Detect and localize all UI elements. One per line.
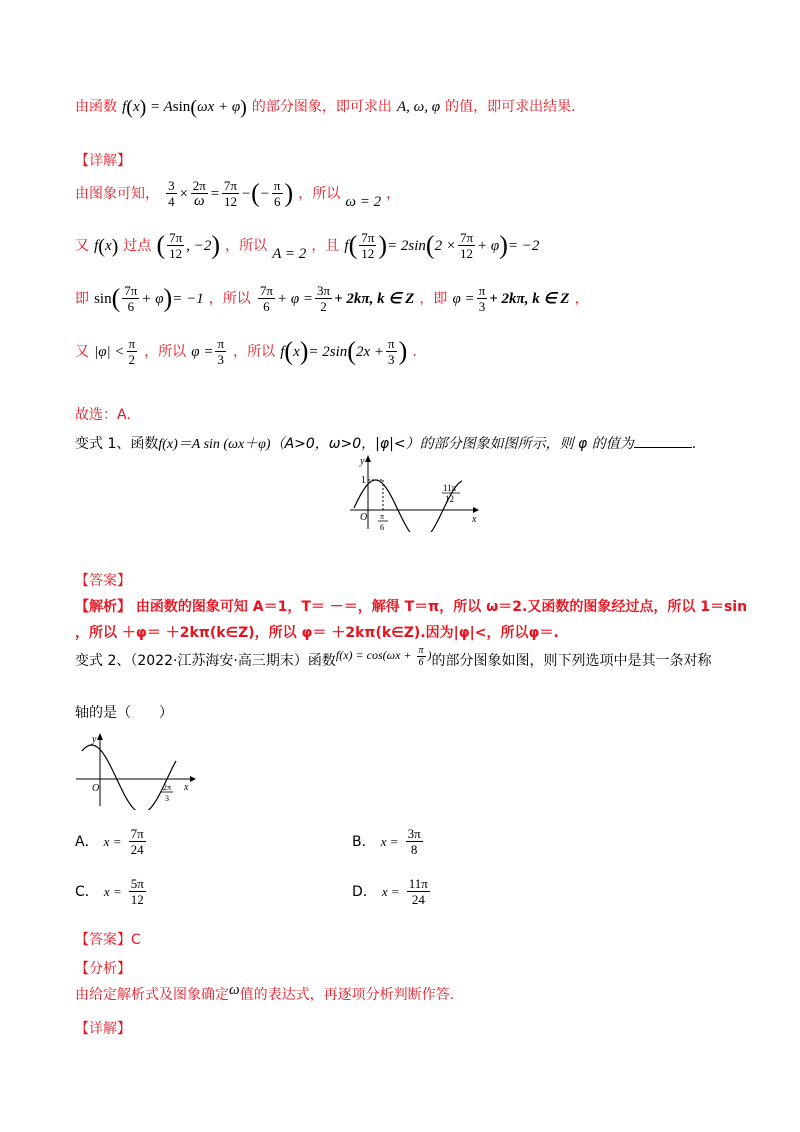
line5-result: f(x)= 2sin(2x + $\frac{\pi}{3}$ ) [280, 336, 408, 367]
variant1-end: . [691, 436, 697, 452]
graph2-x-arrow [190, 776, 196, 782]
line5-cond: |φ| < $\frac{\pi}{2}$ [94, 336, 136, 367]
graph-variant2 [72, 730, 197, 810]
line3-formula: f( $\frac{7\pi}{12}$ )= 2sin(2 × $\frac{7\pi}{12}$ + φ)= −2 [344, 230, 540, 261]
line5-you: 又 [75, 344, 89, 360]
graph1-y-arrow [365, 455, 371, 462]
option-c-num: 5π [130, 876, 144, 891]
option-d-letter: D． [352, 884, 377, 900]
graph2-tick-den: 3 [165, 794, 169, 803]
answer-blank [634, 435, 692, 448]
line2-pre: 由图象可知， [75, 186, 159, 202]
variant1-question [75, 433, 696, 453]
line4-eq2: $\frac{7\pi}{6}$ + φ = $\frac{3\pi}{2}$ + 2kπ, k ∈ Z [259, 283, 415, 314]
option-b-den: 8 [410, 842, 418, 857]
line3-A: A = 2 [272, 246, 307, 262]
detail-line-2 [75, 178, 400, 209]
line5-phi: φ = $\frac{\pi}{3}$ [191, 336, 225, 367]
variant2-formula: f(x) = cos(ωx + $\frac{\pi}{6}$ ) [335, 644, 432, 668]
option-a-num: 7π [130, 826, 144, 841]
analysis-heading: 【分析】 [75, 961, 131, 977]
intro-text-mid: 的部分图象，即可求出 [251, 99, 392, 115]
line4-ji2: ，即 [419, 291, 448, 307]
line4-suoyi: ，所以 [208, 291, 251, 307]
line2-post: ，所以 [298, 186, 341, 202]
graph2-tick-num: 2π [163, 783, 172, 792]
analysis-line [75, 984, 454, 1004]
line5-suoyi2: ，所以 [233, 344, 276, 360]
detail-heading-2: 【详解】 [75, 1021, 131, 1037]
graph1-tick2-num: 11π [443, 483, 457, 493]
option-d-den: 24 [411, 892, 425, 907]
analysis-post: 值的表达式，再逐项分析判断作答. [239, 987, 455, 1003]
intro-line [75, 96, 576, 118]
option-c-lhs: x = [103, 884, 122, 899]
line2-formula: $\frac{3}{4}$ × $\frac{2\pi}{\omega}$ = $\frac{7\pi}{12}$ −(− $\frac{\pi}{6}$ ) [168, 178, 294, 209]
line5-suoyi1: ，所以 [144, 344, 187, 360]
graph1-y-label: y [360, 456, 365, 467]
option-d-num: 11π [408, 876, 428, 891]
jiexi-text-1: 由函数的图象可知 A＝1，T＝ －＝，解得 T＝π，所以 ω＝2.又函数的图象经过点，所以 1＝sin [135, 599, 748, 615]
line3-qie: ，且 [311, 238, 340, 254]
option-c-letter: C． [75, 884, 99, 900]
intro-text-pre: 由函数 [75, 99, 117, 115]
option-b-lhs: x = [380, 834, 399, 849]
intro-formula: f(x) = Asin(ωx + φ) [122, 96, 247, 119]
answer-heading-1: 【答案】 [75, 573, 131, 589]
detail-line-3 [75, 230, 539, 261]
option-c-den: 12 [130, 892, 144, 907]
line2-end: ， [386, 186, 401, 202]
variant2-text2: 的部分图象如图，则下列选项中是其一条对称 [431, 653, 712, 669]
line3-you-label: 又 [75, 238, 89, 254]
line3-point: ( $\frac{7\pi}{12}$ , −2) [156, 230, 221, 261]
graph1-tick2-den: 12 [445, 494, 454, 504]
variant1-formula: f(x)＝A sin (ωx＋φ) [158, 437, 271, 452]
line3-guo: 过点 [123, 238, 152, 254]
option-a[interactable] [75, 826, 148, 857]
graph2-x-label: x [184, 782, 189, 793]
intro-vars: A, ω, φ [397, 99, 441, 115]
graph1-x-label: x [472, 514, 477, 525]
graph2-origin: O [92, 783, 100, 794]
variant1-intro: 变式 1、函数 [75, 436, 159, 452]
graph2-y-arrow [97, 733, 103, 740]
graph1-x-arrow [473, 507, 479, 513]
graph2-y-label: y [92, 734, 97, 745]
graph1-one: 1 [361, 475, 366, 486]
line4-eq1: sin( $\frac{7\pi}{6}$ + φ)= −1 [94, 283, 204, 314]
variant1-condition: （A>0，ω>0，|φ|<）的部分图象如图所示，则 φ 的值为 [270, 436, 634, 452]
detail-line-4 [75, 283, 589, 314]
graph2-curve [82, 745, 176, 810]
line4-end: ， [574, 291, 589, 307]
graph1-tick1-num: π [380, 512, 385, 521]
variant2-intro: 变式 2、（2022·江苏海安·高三期末）函数 [75, 653, 336, 669]
answer-heading-2: 【答案】C [75, 932, 141, 948]
line3-suoyi: ，所以 [225, 238, 268, 254]
option-b-num: 3π [407, 826, 421, 841]
detail-heading-1: 【详解】 [75, 153, 131, 169]
option-a-den: 24 [130, 842, 144, 857]
jiexi-line-2: ，所以 ＋φ＝ ＋2kπ(k∈Z)，所以 φ＝ ＋2kπ(k∈Z).因为|φ|<，所以φ＝. [75, 625, 559, 641]
option-b-letter: B． [352, 834, 376, 850]
graph1-tick1-den: 6 [380, 523, 384, 532]
jiexi-line-1 [75, 596, 747, 616]
variant2-question-2: 轴的是（ ） [75, 705, 173, 721]
option-d[interactable] [352, 876, 432, 907]
answer-choice-a: 故选：A. [75, 407, 131, 423]
analysis-pre: 由给定解析式及图象确定 [75, 987, 229, 1003]
option-d-lhs: x = [381, 884, 400, 899]
line4-ji: 即 [75, 291, 89, 307]
variant2-question [75, 644, 712, 674]
option-a-lhs: x = [103, 834, 122, 849]
detail-line-5 [75, 336, 417, 367]
intro-text-post: 的值，即可求出结果. [445, 99, 576, 115]
jiexi-label: 【解析】 [75, 599, 131, 615]
option-c[interactable] [75, 876, 148, 907]
line2-omega: ω = 2 [345, 194, 382, 210]
line5-end: . [412, 344, 417, 360]
option-b[interactable] [352, 826, 425, 857]
option-a-letter: A． [75, 834, 99, 850]
line4-eq3: φ = $\frac{\pi}{3}$ + 2kπ, k ∈ Z [452, 283, 570, 314]
graph-variant1 [340, 452, 480, 532]
analysis-omega: ω [229, 982, 240, 998]
graph1-origin: O [360, 512, 368, 523]
line3-fx: f(x) [94, 235, 119, 258]
